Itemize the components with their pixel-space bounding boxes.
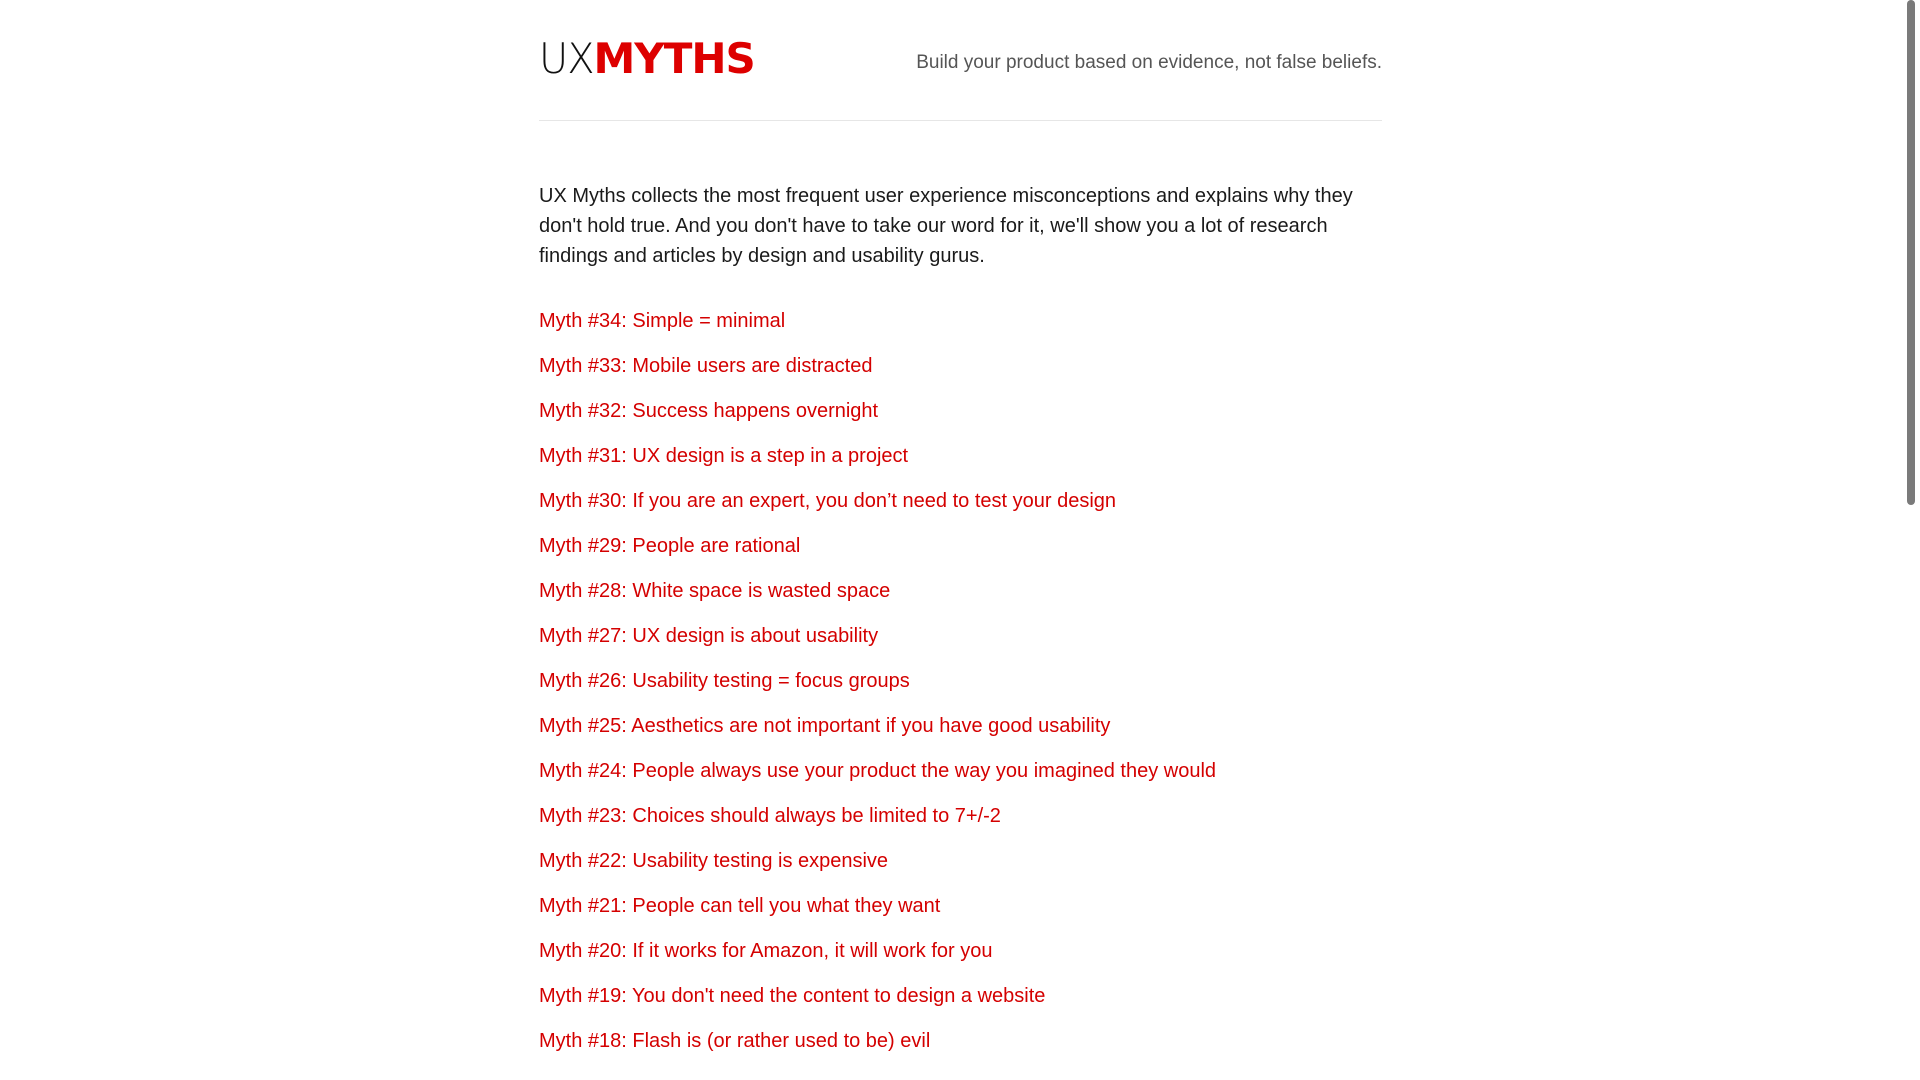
site-logo[interactable] <box>539 34 755 86</box>
myth-link-18[interactable]: Myth #18: Flash is (or rather used to be) evil <box>539 1030 931 1052</box>
list-item <box>539 714 1382 759</box>
myth-link-33[interactable]: Myth #33: Mobile users are distracted <box>539 355 873 377</box>
list-item <box>539 849 1382 894</box>
myth-link-19[interactable]: Myth #19: You don't need the content to design a website <box>539 985 1046 1007</box>
page-container <box>539 0 1382 1074</box>
list-item <box>539 624 1382 669</box>
myth-link-20[interactable]: Myth #20: If it works for Amazon, it will work for you <box>539 940 993 962</box>
list-item <box>539 309 1382 354</box>
list-item <box>539 759 1382 804</box>
list-item <box>539 804 1382 849</box>
list-item <box>539 354 1382 399</box>
myth-link-28[interactable]: Myth #28: White space is wasted space <box>539 580 891 602</box>
list-item <box>539 894 1382 939</box>
vertical-scrollbar[interactable] <box>1902 0 1920 1080</box>
myth-link-27[interactable]: Myth #27: UX design is about usability <box>539 625 879 647</box>
scrollbar-thumb[interactable] <box>1907 0 1915 505</box>
myth-link-29[interactable]: Myth #29: People are rational <box>539 535 801 557</box>
myth-link-24[interactable]: Myth #24: People always use your product the way you imagined they would <box>539 760 1217 782</box>
myth-list <box>539 309 1382 1074</box>
myth-link-25[interactable]: Myth #25: Aesthetics are not important if you have good usability <box>539 715 1111 737</box>
myth-link-31[interactable]: Myth #31: UX design is a step in a project <box>539 445 909 467</box>
logo-ux-text: UX <box>539 34 594 83</box>
list-item <box>539 444 1382 489</box>
list-item <box>539 1029 1382 1074</box>
myth-link-30[interactable]: Myth #30: If you are an expert, you don’t need to test your design <box>539 490 1117 512</box>
site-tagline: Build your product based on evidence, not false beliefs. <box>916 52 1382 73</box>
intro-paragraph: UX Myths collects the most frequent user experience misconceptions and explains why they don't hold true. And you don't have to take our word for it, we'll show you a lot of research findings and articles by design and usability gurus. <box>539 185 1353 267</box>
list-item <box>539 579 1382 624</box>
list-item <box>539 534 1382 579</box>
list-item <box>539 984 1382 1029</box>
myth-link-22[interactable]: Myth #22: Usability testing is expensive <box>539 850 889 872</box>
list-item <box>539 399 1382 444</box>
site-header <box>539 0 1382 121</box>
myth-link-26[interactable]: Myth #26: Usability testing = focus groups <box>539 670 910 692</box>
myth-link-21[interactable]: Myth #21: People can tell you what they want <box>539 895 941 917</box>
list-item <box>539 669 1382 714</box>
list-item <box>539 939 1382 984</box>
list-item <box>539 489 1382 534</box>
myth-link-23[interactable]: Myth #23: Choices should always be limited to 7+/-2 <box>539 805 1001 827</box>
logo-myths-text: MYTHS <box>593 34 755 83</box>
myth-link-32[interactable]: Myth #32: Success happens overnight <box>539 400 879 422</box>
myth-link-34[interactable]: Myth #34: Simple = minimal <box>539 310 786 332</box>
